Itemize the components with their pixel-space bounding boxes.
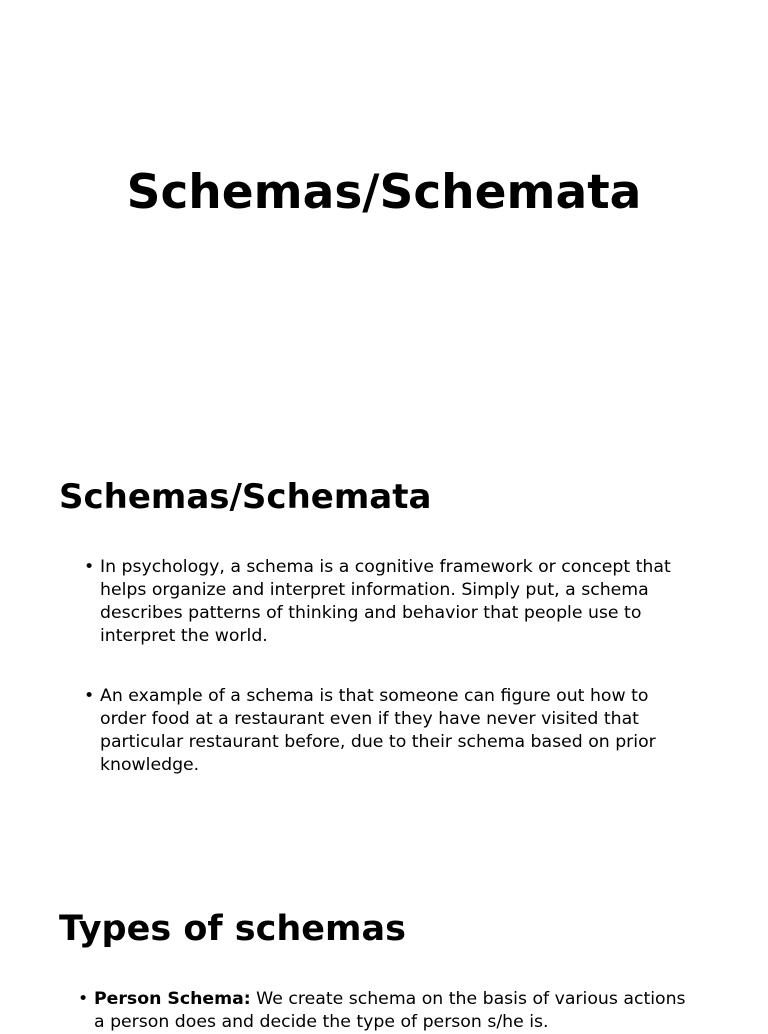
bullet-item bbox=[78, 988, 698, 1034]
definition-slide bbox=[0, 432, 768, 864]
bullet-item: • In psychology, a schema is a cognitive framework or concept that helps organize and interpret information. Simply put, a schema describes patterns of thinking and behavior that people use to interpret the world. bbox=[84, 556, 694, 648]
types-slide bbox=[0, 864, 768, 1032]
title-slide bbox=[0, 0, 768, 432]
bullet-item: • An example of a schema is that someone can figure out how to order food at a restaurant even if they have never visited that particular restaurant before, due to their schema based on prior knowledge. bbox=[84, 685, 694, 777]
bullet-list bbox=[78, 988, 698, 1034]
slide-heading: Schemas/Schemata bbox=[59, 477, 432, 517]
slide-title: Schemas/Schemata bbox=[126, 165, 642, 220]
bullet-list bbox=[84, 556, 694, 777]
bullet-text: We create schema on the basis of various actions a person does and decide the type of person s/he is. bbox=[94, 989, 686, 1032]
bullet-term: Person Schema: bbox=[94, 989, 251, 1009]
slide-heading: Types of schemas bbox=[59, 909, 406, 949]
